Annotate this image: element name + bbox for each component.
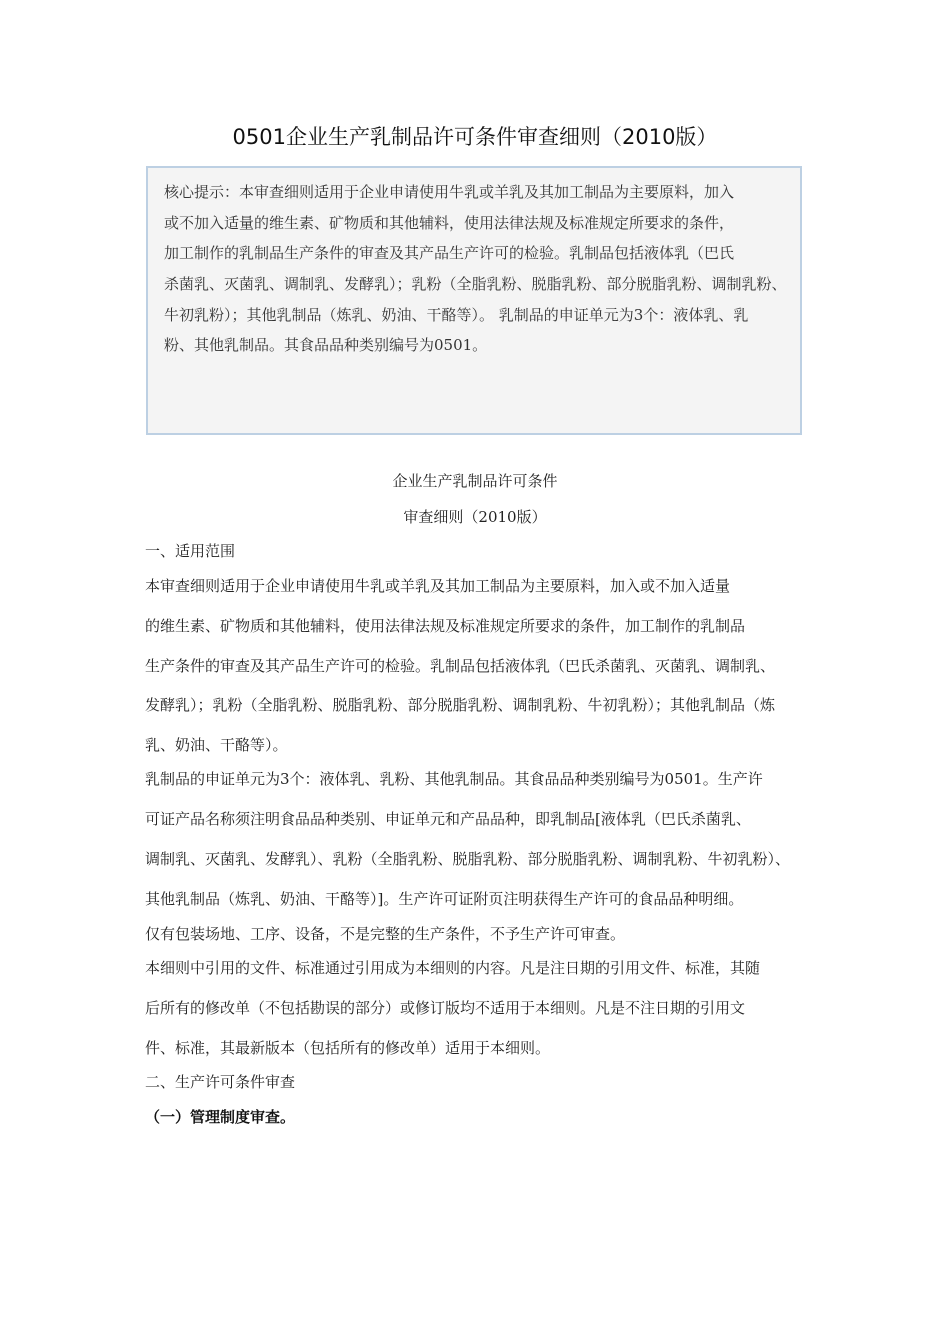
paragraph-line: 本审查细则适用于企业申请使用牛乳或羊乳及其加工制品为主要原料，加入或不加入适量 bbox=[145, 577, 731, 595]
summary-box bbox=[146, 166, 802, 435]
paragraph-line: 生产条件的审查及其产品生产许可的检验。乳制品包括液体乳（巴氏杀菌乳、灭菌乳、调制乳、 bbox=[145, 657, 776, 675]
paragraph-line: 的维生素、矿物质和其他辅料，使用法律法规及标准规定所要求的条件，加工制作的乳制品 bbox=[145, 617, 746, 635]
paragraph-line: 仅有包装场地、工序、设备，不是完整的生产条件，不予生产许可审查。 bbox=[145, 925, 626, 943]
summary-line: 加工制作的乳制品生产条件的审查及其产品生产许可的检验。乳制品包括液体乳（巴氏 bbox=[164, 244, 735, 263]
paragraph-line: 乳、奶油、干酪等）。 bbox=[145, 736, 288, 754]
summary-line: 牛初乳粉）；其他乳制品（炼乳、奶油、干酪等）。 乳制品的申证单元为3个：液体乳、乳 bbox=[164, 305, 749, 324]
summary-line: 粉、其他乳制品。其食品品种类别编号为0501。 bbox=[164, 336, 488, 355]
paragraph-line: 其他乳制品（炼乳、奶油、干酪等）]。生产许可证附页注明获得生产许可的食品品种明细。 bbox=[145, 890, 744, 908]
summary-line: 或不加入适量的维生素、矿物质和其他辅料，使用法律法规及标准规定所要求的条件， bbox=[164, 213, 735, 232]
paragraph-line: 可证产品名称须注明食品品种类别、申证单元和产品品种，即乳制品[液体乳（巴氏杀菌乳、 bbox=[145, 810, 751, 828]
page-title: 0501企业生产乳制品许可条件审查细则（2010版） bbox=[232, 125, 718, 149]
document-heading-line2: 审查细则（2010版） bbox=[403, 508, 547, 526]
summary-line: 杀菌乳、灭菌乳、调制乳、发酵乳）；乳粉（全脂乳粉、脱脂乳粉、部分脱脂乳粉、调制乳粉、 bbox=[164, 275, 787, 294]
paragraph-line: 件、标准，其最新版本（包括所有的修改单）适用于本细则。 bbox=[145, 1039, 551, 1057]
paragraph-line: 发酵乳）；乳粉（全脂乳粉、脱脂乳粉、部分脱脂乳粉、调制乳粉、牛初乳粉）；其他乳制品（炼 bbox=[145, 696, 776, 714]
paragraph-line: 后所有的修改单（不包括勘误的部分）或修订版均不适用于本细则。凡是不注日期的引用文 bbox=[145, 999, 746, 1017]
subsection-title-management: （一）管理制度审查。 bbox=[145, 1108, 296, 1126]
paragraph-line: 调制乳、灭菌乳、发酵乳）、乳粉（全脂乳粉、脱脂乳粉、部分脱脂乳粉、调制乳粉、牛初乳粉）、 bbox=[145, 850, 791, 868]
section-title-conditions: 二、生产许可条件审查 bbox=[145, 1073, 296, 1091]
paragraph-line: 本细则中引用的文件、标准通过引用成为本细则的内容。凡是注日期的引用文件、标准，其随 bbox=[145, 959, 761, 977]
section-title-scope: 一、适用范围 bbox=[145, 542, 236, 560]
document-heading-line1: 企业生产乳制品许可条件 bbox=[392, 472, 558, 490]
summary-line: 核心提示：本审查细则适用于企业申请使用牛乳或羊乳及其加工制品为主要原料，加入 bbox=[164, 183, 735, 201]
paragraph-line: 乳制品的申证单元为3个：液体乳、乳粉、其他乳制品。其食品品种类别编号为0501。生产许 bbox=[145, 770, 763, 788]
